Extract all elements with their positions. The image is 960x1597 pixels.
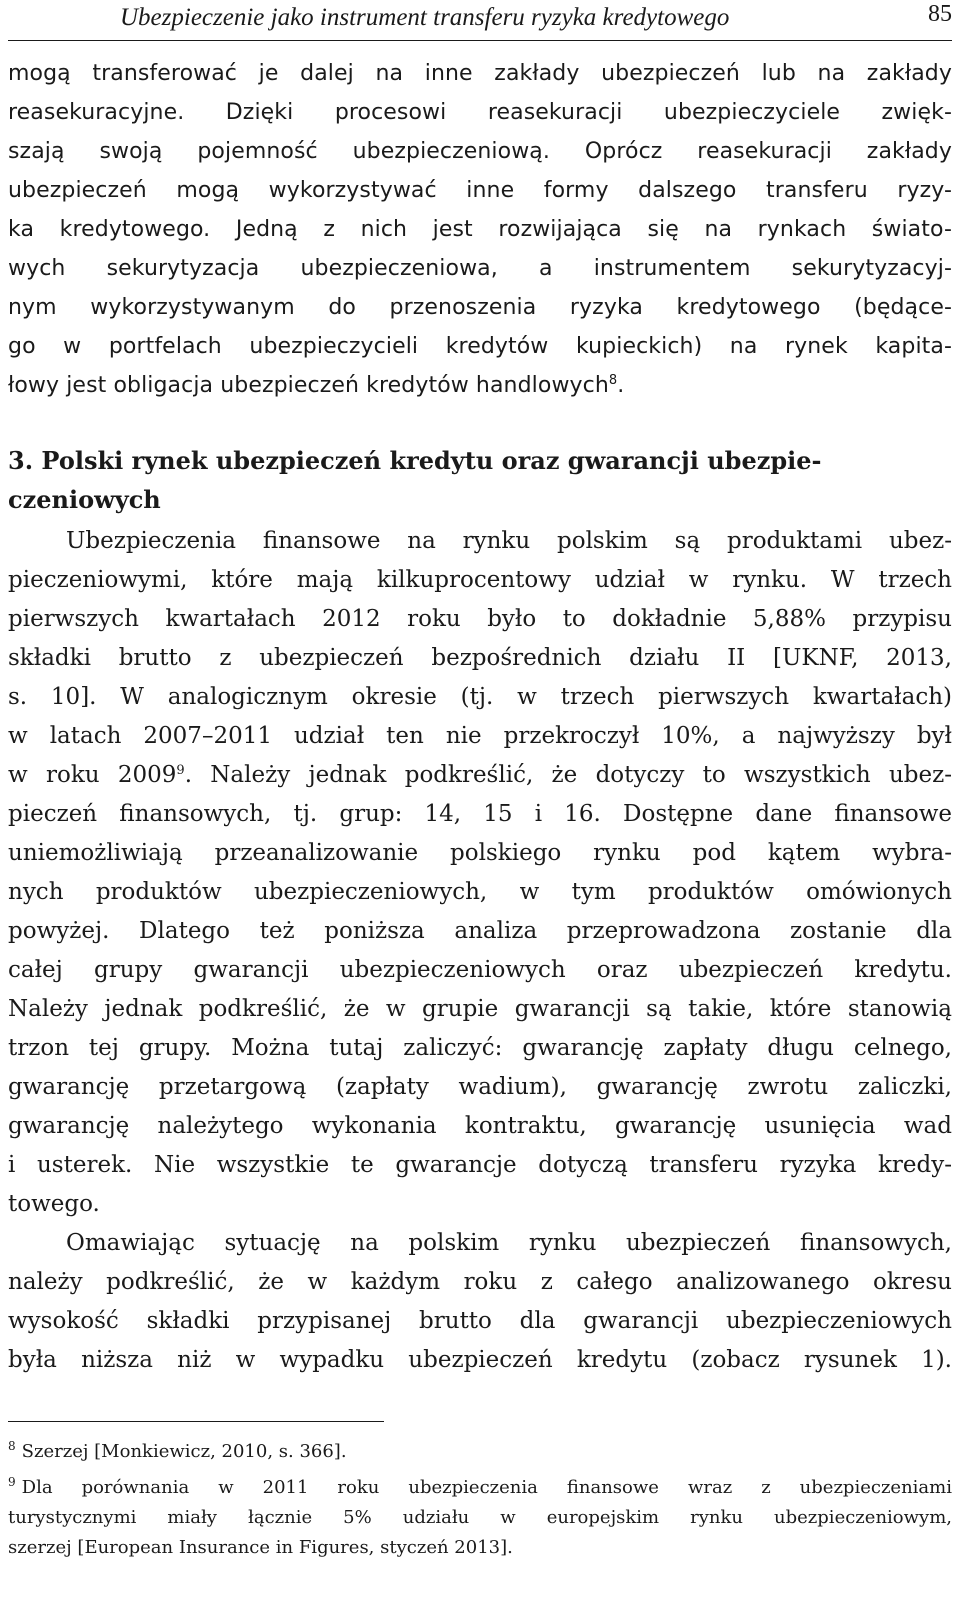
- footnote-text-line: szerzej [European Insurance in Figures, styczeń 2013].: [8, 1537, 513, 1558]
- text-line: towego.: [8, 1191, 100, 1217]
- page-number: 85: [928, 1, 952, 27]
- text-line: szają swoją pojemność ubezpieczeniową. Oprócz reasekuracji zakłady: [8, 139, 952, 164]
- text-line: pierwszych kwartałach 2012 roku było to dokładnie 5,88% przypisu: [8, 606, 952, 632]
- text-line: nych produktów ubezpieczeniowych, w tym produktów omówionych: [8, 879, 952, 905]
- text-line: wysokość składki przypisanej brutto dla gwarancji ubezpieczeniowych: [8, 1308, 952, 1334]
- text-line: Należy jednak podkreślić, że w grupie gwarancji są takie, które stanowią: [8, 996, 952, 1022]
- text-line: powyżej. Dlatego też poniższa analiza przeprowadzona zostanie dla: [8, 918, 952, 944]
- text-line: pieczeń finansowych, tj. grup: 14, 15 i 16. Dostępne dane finansowe: [8, 801, 952, 827]
- text-line: składki brutto z ubezpieczeń bezpośrednich działu II [UKNF, 2013,: [8, 645, 952, 671]
- text-line: [8, 371, 952, 401]
- running-head: [8, 0, 952, 41]
- text-line: była niższa niż w wypadku ubezpieczeń kredytu (zobacz rysunek 1).: [8, 1347, 952, 1373]
- footnote-ref-9: 9: [176, 763, 185, 778]
- text-line: s. 10]. W analogicznym okresie (tj. w trzech pierwszych kwartałach): [8, 684, 952, 710]
- text-line: trzon tej grupy. Można tutaj zaliczyć: gwarancję zapłaty długu celnego,: [8, 1035, 952, 1061]
- running-title: Ubezpieczenie jako instrument transferu ryzyka kredytowego: [120, 4, 730, 31]
- text-fragment: w roku 2009: [8, 762, 177, 788]
- text-line: wych sekurytyzacja ubezpieczeniowa, a instrumentem sekurytyzacyj-: [8, 256, 952, 281]
- text-line: pieczeniowymi, które mają kilkuprocentowy udział w rynku. W trzech: [8, 567, 952, 593]
- section-heading: 3. Polski rynek ubezpieczeń kredytu oraz gwarancji ubezpie-: [8, 446, 822, 475]
- footnote-mark: 9: [8, 1476, 16, 1489]
- text-line: mogą transferować je dalej na inne zakłady ubezpieczeń lub na zakłady: [8, 61, 952, 86]
- text-line: całej grupy gwarancji ubezpieczeniowych oraz ubezpieczeń kredytu.: [8, 957, 952, 983]
- footnote-rule: [8, 1421, 384, 1422]
- text-line: należy podkreślić, że w każdym roku z całego analizowanego okresu: [8, 1269, 952, 1295]
- text-line: uniemożliwiają przeanalizowanie polskiego rynku pod kątem wybra-: [8, 840, 952, 866]
- text-fragment: . Należy jednak podkreślić, że dotyczy to wszystkich ubez-: [184, 762, 952, 788]
- text-line: reasekuracyjne. Dzięki procesowi reasekuracji ubezpieczyciele zwięk-: [8, 100, 952, 125]
- text-line: go w portfelach ubezpieczycieli kredytów kupieckich) na rynek kapita-: [8, 334, 952, 359]
- text-fragment: łowy jest obligacja ubezpieczeń kredytów handlowych: [8, 373, 609, 398]
- footnote-text: Dla porównania w 2011 roku ubezpieczenia finansowe wraz z ubezpieczeniami: [21, 1477, 952, 1498]
- text-line: w latach 2007–2011 udział ten nie przekroczył 10%, a najwyższy był: [8, 723, 952, 749]
- text-line: ka kredytowego. Jedną z nich jest rozwijająca się na rynkach świato-: [8, 217, 952, 242]
- footnote-text: Szerzej [Monkiewicz, 2010, s. 366].: [21, 1441, 347, 1462]
- text-line: [8, 760, 952, 790]
- document-page: [8, 0, 952, 1597]
- footnote-text-line: turystycznymi miały łącznie 5% udziału w europejskim rynku ubezpieczeniowym,: [8, 1507, 952, 1528]
- text-line: gwarancję należytego wykonania kontraktu, gwarancję usunięcia wad: [8, 1113, 952, 1139]
- footnote-mark: 8: [8, 1440, 16, 1453]
- section-heading-continuation: czeniowych: [8, 485, 161, 514]
- text-line: gwarancję przetargową (zapłaty wadium), gwarancję zwrotu zaliczki,: [8, 1074, 952, 1100]
- text-line: Ubezpieczenia finansowe na rynku polskim są produktami ubez-: [66, 528, 952, 554]
- text-line: nym wykorzystywanym do przenoszenia ryzyka kredytowego (będące-: [8, 295, 952, 320]
- footnote-ref-8: 8: [608, 373, 618, 388]
- footnote-8: [8, 1440, 952, 1464]
- text-fragment: .: [617, 373, 625, 398]
- text-line: Omawiając sytuację na polskim rynku ubezpieczeń finansowych,: [66, 1230, 952, 1256]
- footnote-9: [8, 1476, 952, 1500]
- text-line: ubezpieczeń mogą wykorzystywać inne formy dalszego transferu ryzy-: [8, 178, 952, 203]
- text-line: i usterek. Nie wszystkie te gwarancje dotyczą transferu ryzyka kredy-: [8, 1152, 952, 1178]
